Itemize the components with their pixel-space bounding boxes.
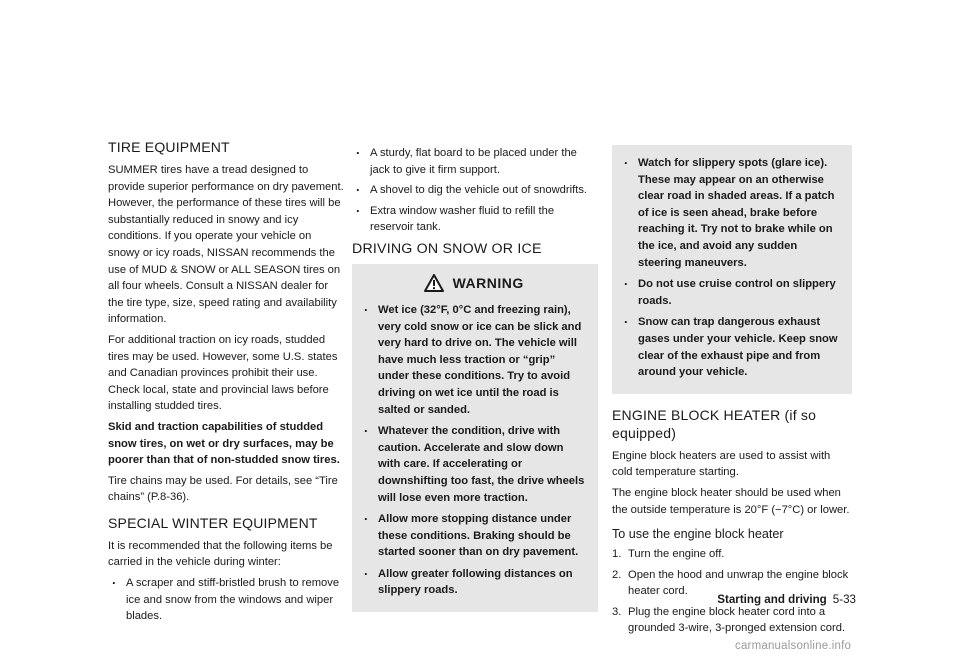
list-item [612, 604, 852, 637]
paragraph-heater-purpose: Engine block heaters are used to assist with cold temperature starting. [612, 449, 831, 479]
column-middle [352, 145, 598, 612]
heading-engine-block-heater: ENGINE BLOCK HEATER (if so equipped) [612, 406, 817, 441]
list-item: . A shovel to dig the vehicle out of snowdrifts. [352, 182, 598, 199]
step-text: Turn the engine off. [628, 548, 725, 561]
heater-steps-list [612, 546, 852, 637]
paragraph-heater-temperature: The engine block heater should be used when the outside temperature is 20°F (−7°C) or lower. [612, 486, 850, 516]
winter-items-list [108, 575, 346, 625]
section-name: Starting and driving [717, 593, 827, 606]
watermark: carmanualsonline.info [735, 640, 852, 652]
warning-list [360, 302, 588, 599]
list-item: . A scraper and stiff-bristled brush to remove ice and snow from the windows and wiper blades. [108, 575, 346, 625]
step-text: Open the hood and unwrap the engine block heater cord. [628, 568, 849, 598]
heading-tire-equipment: TIRE EQUIPMENT [108, 139, 230, 155]
list-item: . Extra window washer fluid to refill the reservoir tank. [352, 203, 598, 236]
warning-box [352, 264, 598, 612]
step-number: 3. [612, 605, 622, 618]
list-item: . Whatever the condition, drive with caution. Accelerate and slow down with care. If accelerating or downshifting too fast, the drive wheels will lose even more traction. [360, 423, 588, 506]
paragraph-studded-tires: For additional traction on icy roads, studded tires may be used. However, some U.S. states and Canadian provinces prohibit their use. Check local, state and provincial laws before installing studded tires. [108, 333, 338, 413]
list-item [612, 546, 852, 563]
winter-items-list-continued [352, 145, 598, 236]
paragraph-skid-traction: Skid and traction capabilities of studded snow tires, on wet or dry surfaces, may be poorer than that of non-studded snow tires. [108, 420, 340, 467]
paragraph-winter-items: It is recommended that the following items be carried in the vehicle during winter: [108, 539, 333, 569]
heading-to-use-heater: To use the engine block heater [612, 527, 784, 542]
warning-label: WARNING [452, 274, 524, 291]
page-number: 5-33 [832, 593, 856, 606]
column-right [612, 145, 852, 641]
list-item: . A sturdy, flat board to be placed under the jack to give it firm support. [352, 145, 598, 178]
step-number: 1. [612, 548, 622, 561]
list-item: . Allow greater following distances on slippery roads. [360, 566, 588, 599]
list-item: . Snow can trap dangerous exhaust gases under your vehicle. Keep snow clear of the exhaust pipe and from around your vehicle. [620, 314, 842, 380]
paragraph-tire-chains: Tire chains may be used. For details, see “Tire chains” (P.8-36). [108, 474, 338, 504]
list-item: . Watch for slippery spots (glare ice). These may appear on an otherwise clear road in shaded areas. If a patch of ice is seen ahead, brake before reaching it. Try not to brake while on the ice, and avoid any sudden steering maneuvers. [620, 155, 842, 271]
list-item: . Wet ice (32°F, 0°C and freezing rain), very cold snow or ice can be slick and very hard to drive on. The vehicle will have much less traction or “grip” under these conditions. Try to avoid driving on wet ice until the road is salted or sanded. [360, 302, 588, 418]
step-text: Plug the engine block heater cord into a grounded 3-wire, 3-pronged extension cord. [628, 605, 846, 635]
warning-header [360, 274, 588, 292]
list-item: . Allow more stopping distance under these conditions. Braking should be started sooner than on dry pavement. [360, 511, 588, 561]
step-number: 2. [612, 568, 622, 581]
heading-special-winter-equipment: SPECIAL WINTER EQUIPMENT [108, 514, 318, 531]
warning-list-continued [620, 155, 842, 381]
list-item: . Do not use cruise control on slippery roads. [620, 276, 842, 309]
warning-triangle-icon [424, 274, 444, 292]
column-left [108, 138, 346, 629]
warning-box-continued [612, 145, 852, 394]
page-footer [717, 593, 856, 606]
heading-driving-on-snow-or-ice: DRIVING ON SNOW OR ICE [352, 240, 542, 257]
paragraph-summer-tires: SUMMER tires have a tread designed to provide superior performance on dry pavement. However, the performance of these tires will be substantially reduced in snowy and icy conditions. If you operate your vehicle on snowy or icy roads, NISSAN recommends the use of MUD & SNOW or ALL SEASON tires on all four wheels. Consult a NISSAN dealer for the tire type, size, speed rating and availability information. [108, 164, 344, 326]
